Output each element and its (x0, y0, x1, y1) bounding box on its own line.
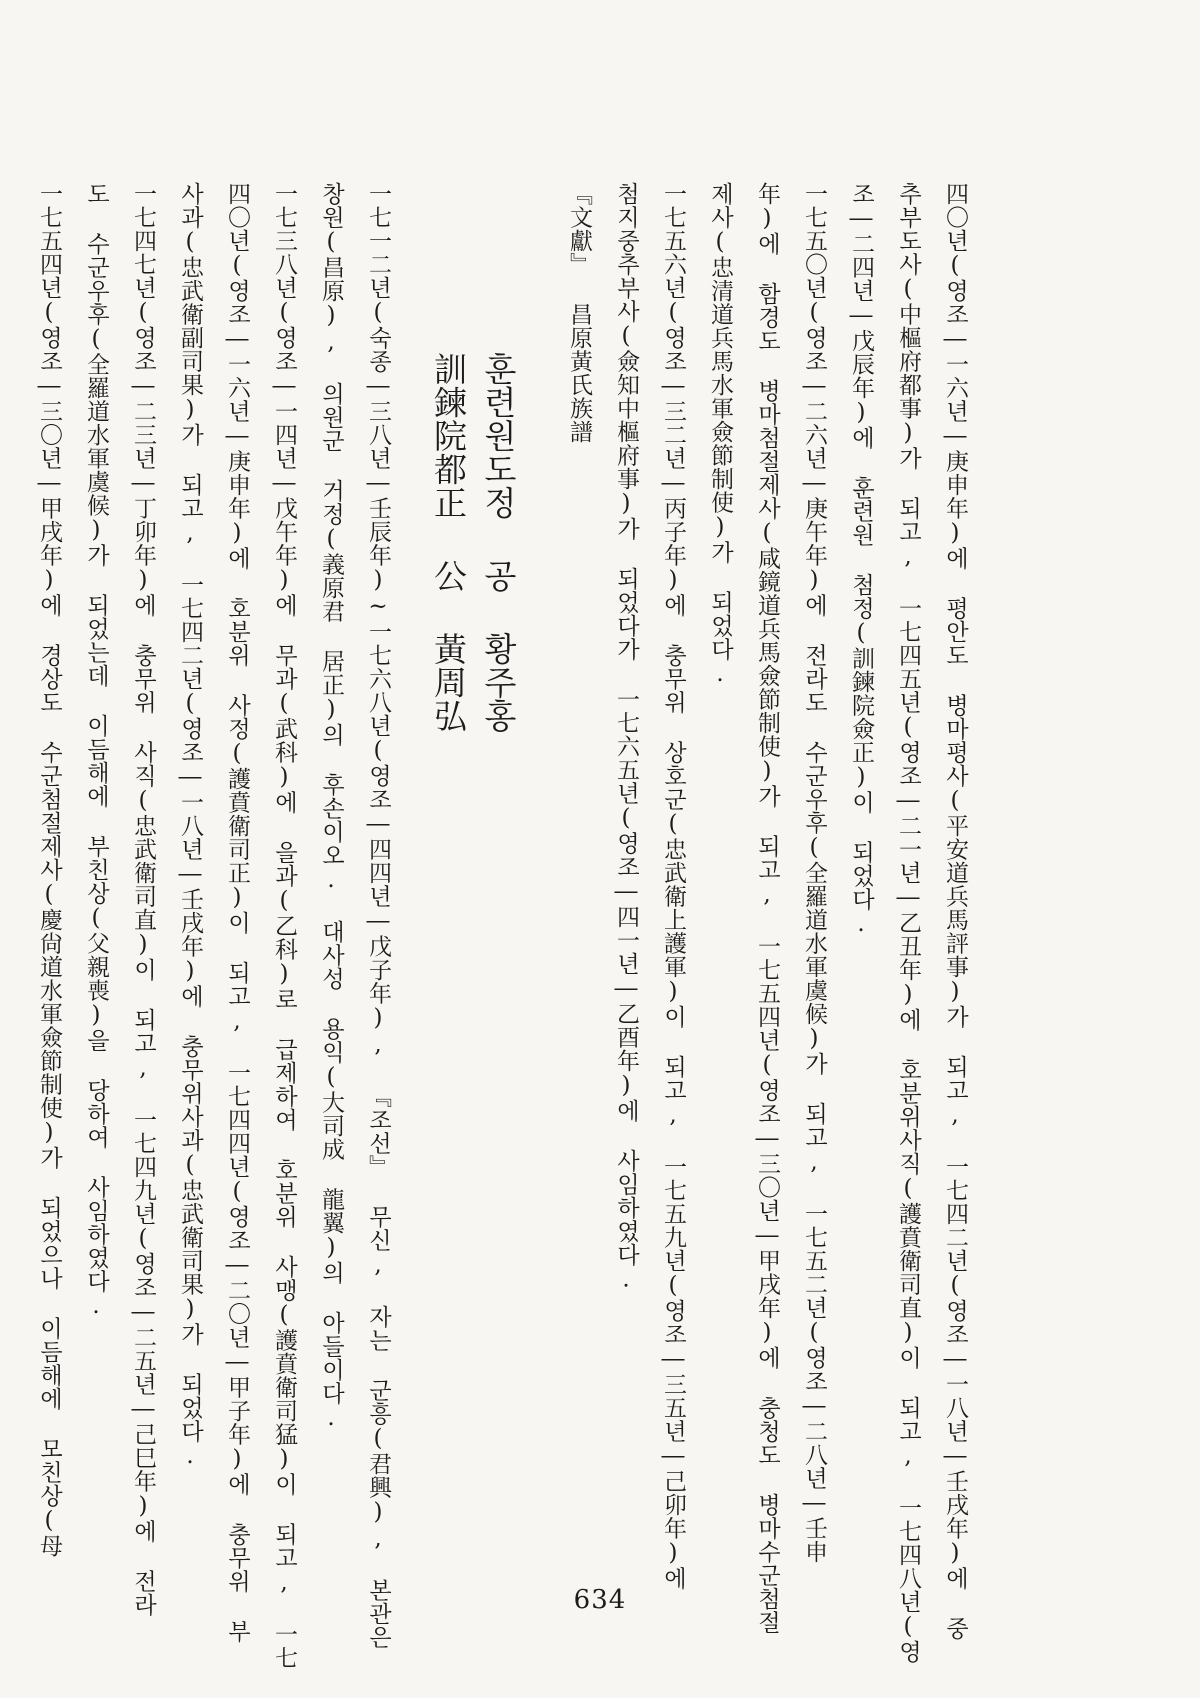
spacer (529, 182, 555, 1542)
text-line: 첨지중추부사(僉知中樞府事)가 되었다가 一七六五년(영조―四一년―乙酉年)에 사임하였다. (613, 182, 639, 1293)
text-line: 四〇년(영조―一六년―庚申年)에 평안도 병마평사(平安道兵馬評事)가 되고, 一七四二년(영조―一八년―壬戌年)에 중 (942, 182, 968, 1640)
text-line: 도 수군우후(全羅道水軍虞候)가 되었는데 이듬해에 부친상(父親喪)을 당하여 사임하였다. (83, 182, 109, 1320)
text-line: 一七四七년(영조―二三년―丁卯年)에 충무위 사직(忠武衛司直)이 되고, 一七四九년(영조―二五년―己巳年)에 전라 (130, 182, 156, 1617)
text-line: 一七三八년(영조―一四년―戊午年)에 무과(武科)에 을과(乙科)로 급제하여 호분위 사맹(護賁衛司猛)이 되고, 一七 (271, 182, 297, 1670)
page-number: 634 (573, 1585, 627, 1615)
section-heading-korean: 훈련원도정 공 황주홍 (479, 352, 518, 733)
section-heading-hanja: 訓鍊院都正 公 黃周弘 (429, 352, 468, 733)
text-line: 年)에 함경도 병마첨절제사(咸鏡道兵馬僉節制使)가 되고, 一七五四년(영조―三〇년―甲戌年)에 충청도 병마수군첨절 (754, 182, 780, 1634)
text-line: 一七一二년(숙종―三八년―壬辰年)~一七六八년(영조―四四년―戊子年), 『조선』 무신, 자는 군흥(君興), 본관은 (365, 182, 391, 1649)
text-line: 一七五〇년(영조―二六년―庚午年)에 전라도 수군우후(全羅道水軍虞候)가 되고, 一七五二년(영조―二八년―壬申 (801, 182, 827, 1564)
text-line: 추부도사(中樞府都事)가 되고, 一七四五년(영조―二一년―乙丑年)에 호분위사직(護賁衛司直)이 되고, 一七四八년(영 (895, 182, 921, 1664)
text-line: 一七五四년(영조―三〇년―甲戌年)에 경상도 수군첨절제사(慶尙道水軍僉節制使)가 되었으나 이듬해에 모친상(母 (36, 182, 62, 1558)
text-line: 사과(忠武衛副司果)가 되고, 一七四二년(영조―一八년―壬戌年)에 충무위사과(忠武衛司果)가 되었다. (177, 182, 203, 1470)
text-line: 四〇년(영조―一六년―庚申年)에 호분위 사정(護賁衛司正)이 되고, 一七四四년(영조―二〇년―甲子年)에 충무위 부 (224, 182, 250, 1643)
text-line: 창원(昌原), 의원군 거정(義原君 居正)의 후손이오. 대사성 용익(大司成 龍翼)의 아들이다. (318, 182, 344, 1432)
text-line: 조―二四년―戊辰年)에 훈련원 첨정(訓鍊院僉正)이 되었다. (848, 182, 874, 938)
source-citation: 『文獻』 昌原黃氏族譜 (566, 182, 592, 444)
text-line: 一七五六년(영조―三二년―丙子年)에 충무위 상호군(忠武衛上護軍)이 되고, 一七五九년(영조―三五년―己卯年)에 (660, 182, 686, 1590)
text-line: 제사(忠清道兵馬水軍僉節制使)가 되었다. (707, 182, 733, 688)
